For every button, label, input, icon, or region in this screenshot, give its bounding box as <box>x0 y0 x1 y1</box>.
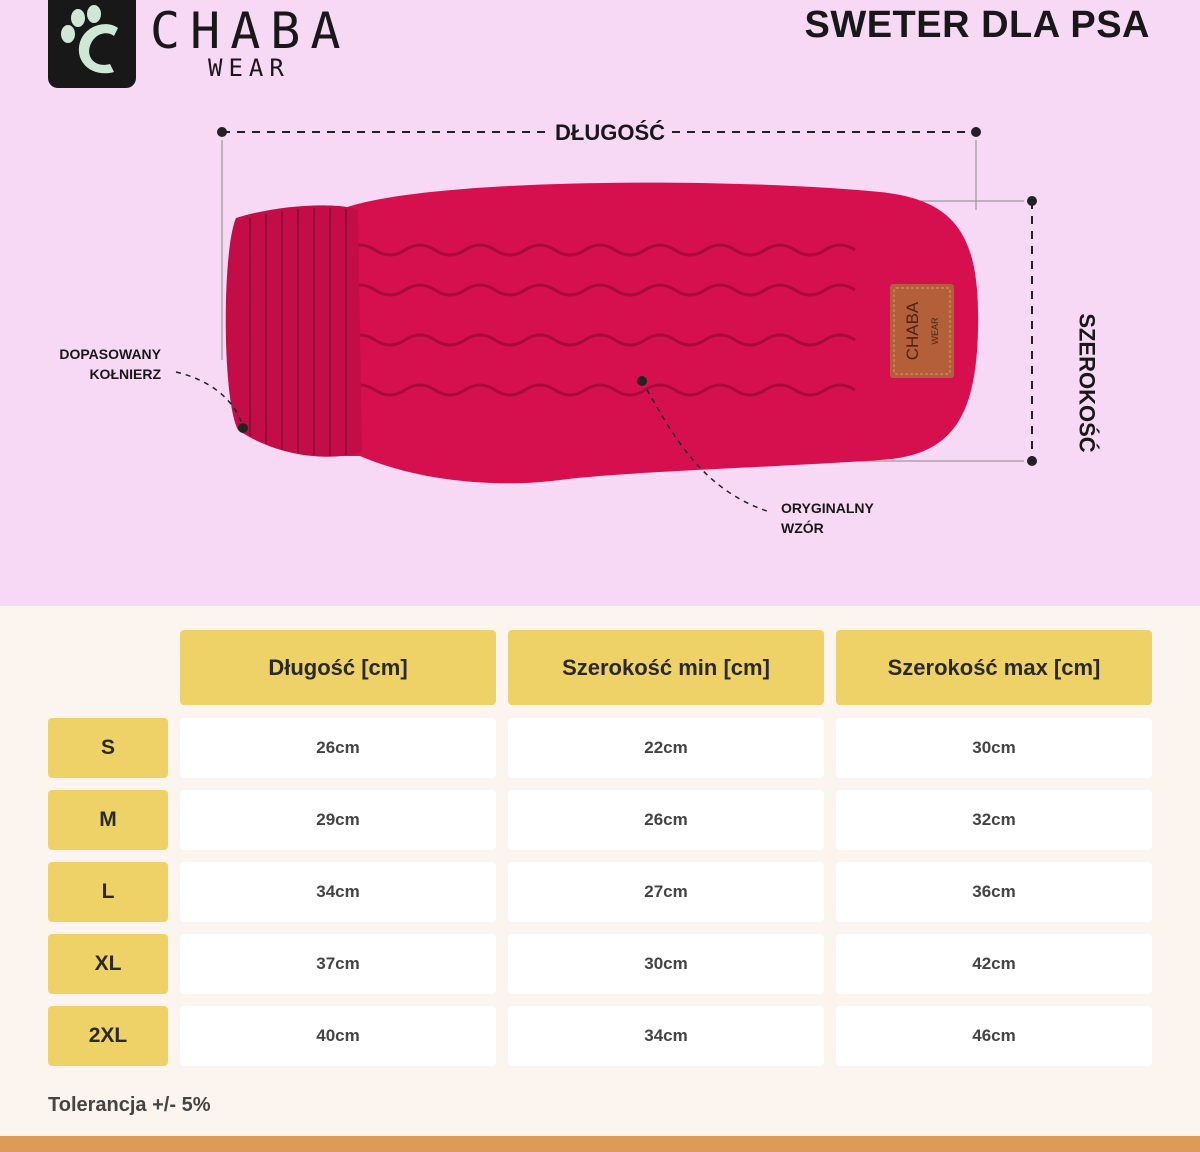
table-cell: 34cm <box>180 862 496 922</box>
width-end-dot <box>1027 456 1037 466</box>
width-label: SZEROKOŚĆ <box>1074 307 1100 458</box>
table-cell: 34cm <box>508 1006 824 1066</box>
collar-callout-dot <box>238 423 248 433</box>
size-table <box>0 606 1200 1136</box>
brand-logo <box>48 0 136 88</box>
header-width-max: Szerokość max [cm] <box>836 630 1152 705</box>
pattern-label-line2: WZÓR <box>781 520 824 536</box>
size-label: 2XL <box>48 1006 168 1066</box>
collar-label-line1: DOPASOWANY <box>59 346 161 362</box>
table-cell: 36cm <box>836 862 1152 922</box>
table-cell: 26cm <box>508 790 824 850</box>
table-cell: 40cm <box>180 1006 496 1066</box>
width-start-dot <box>1027 196 1037 206</box>
table-cell: 30cm <box>508 934 824 994</box>
sweater-collar <box>226 205 362 456</box>
length-end-dot <box>971 127 981 137</box>
size-label: S <box>48 718 168 778</box>
table-cell: 37cm <box>180 934 496 994</box>
size-label: L <box>48 862 168 922</box>
pattern-label-line1: ORYGINALNY <box>781 500 874 516</box>
brand-subname: WEAR <box>208 54 290 82</box>
leather-patch <box>890 284 954 378</box>
table-cell: 29cm <box>180 790 496 850</box>
table-cell: 30cm <box>836 718 1152 778</box>
page-title: SWETER DLA PSA <box>804 4 1150 46</box>
collar-label <box>40 344 161 384</box>
length-label: DŁUGOŚĆ <box>549 120 671 146</box>
brand-name: CHABA <box>150 2 351 60</box>
table-cell: 42cm <box>836 934 1152 994</box>
size-label: XL <box>48 934 168 994</box>
sweater-illustration <box>0 100 1200 560</box>
header-length: Długość [cm] <box>180 630 496 705</box>
pattern-callout-dot <box>637 376 647 386</box>
size-label: M <box>48 790 168 850</box>
tolerance-note: Tolerancja +/- 5% <box>48 1094 211 1116</box>
table-cell: 27cm <box>508 862 824 922</box>
footer-bar <box>0 1136 1200 1152</box>
table-cell: 26cm <box>180 718 496 778</box>
sweater-body <box>330 183 978 484</box>
table-cell: 46cm <box>836 1006 1152 1066</box>
header-width-min: Szerokość min [cm] <box>508 630 824 705</box>
table-cell: 22cm <box>508 718 824 778</box>
patch-sub: WEAR <box>930 317 940 345</box>
patch-name: CHABA <box>903 301 922 361</box>
pattern-label <box>781 498 874 538</box>
collar-label-line2: KOŁNIERZ <box>89 366 161 382</box>
paw-logo-icon <box>48 0 136 88</box>
table-cell: 32cm <box>836 790 1152 850</box>
sweater-diagram <box>0 100 1200 560</box>
length-start-dot <box>217 127 227 137</box>
